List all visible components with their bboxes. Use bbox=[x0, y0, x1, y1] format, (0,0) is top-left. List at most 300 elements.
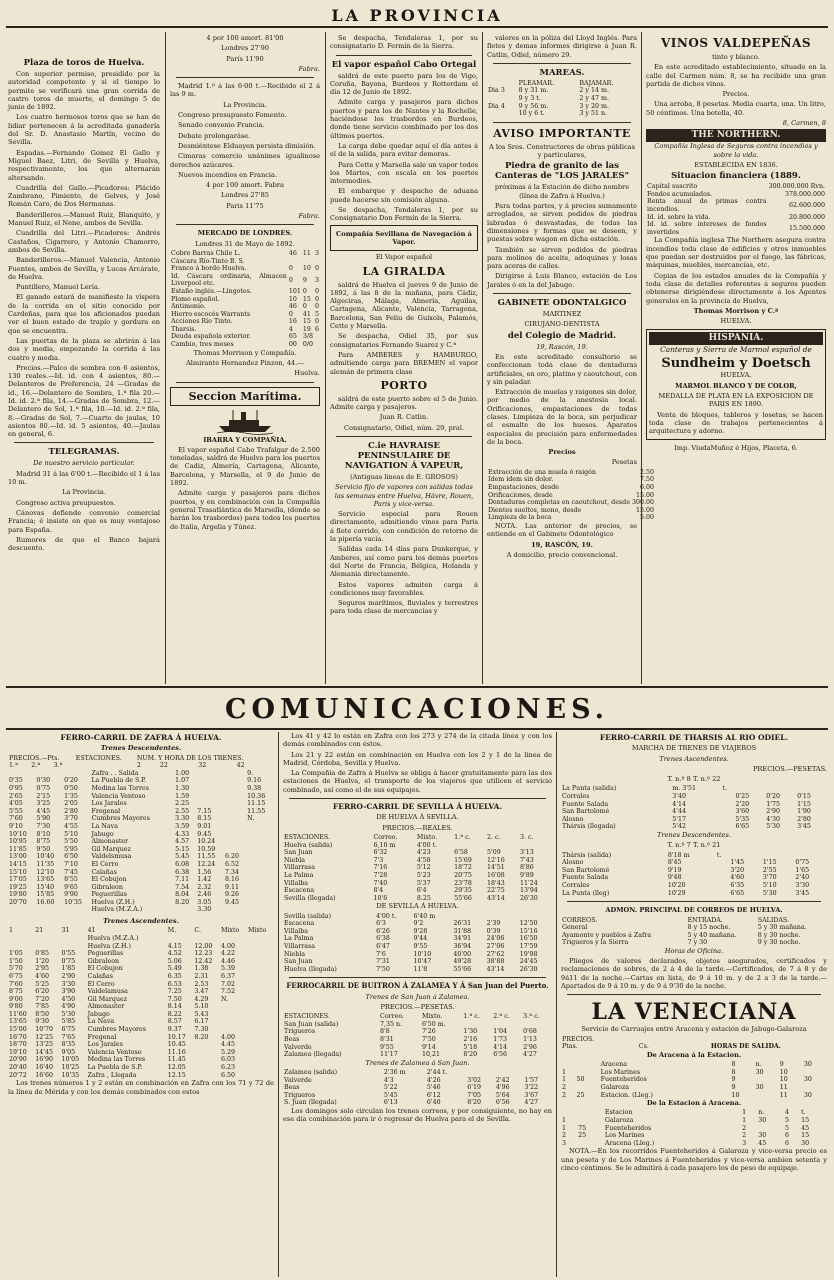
cell: 300.00 bbox=[631, 499, 654, 507]
cell: 14'15 bbox=[9, 860, 27, 868]
cell: 8'8 bbox=[380, 1028, 390, 1036]
cell: 16'90 bbox=[35, 1056, 53, 1064]
cell: 8'50 bbox=[35, 1010, 49, 1018]
sevilla-section bbox=[283, 732, 552, 1277]
cell: 4.46 bbox=[220, 957, 235, 965]
cell: 6'3 bbox=[376, 920, 386, 928]
cell: 10.36 bbox=[247, 792, 266, 800]
cell: 5'45 bbox=[383, 1091, 398, 1099]
cell: Beas bbox=[284, 1084, 300, 1092]
table-row bbox=[8, 808, 274, 816]
cell: 46 bbox=[288, 249, 297, 257]
cell: 4 bbox=[288, 325, 293, 333]
table-row bbox=[8, 861, 274, 869]
sevilla-title: FERRO-CARRIL DE SEVILLA Á HUELVA. bbox=[332, 802, 503, 812]
giralda-title: LA GIRALDA bbox=[362, 264, 446, 278]
cell: 9'28 bbox=[413, 927, 428, 935]
cell: La Nava bbox=[87, 1018, 115, 1026]
cell: 2'42 bbox=[495, 1076, 510, 1084]
cell: 15.00 bbox=[635, 491, 654, 499]
cell: 40'00 bbox=[453, 950, 472, 958]
paragraph: tinto y blanco. bbox=[712, 53, 760, 61]
cell: 8 bbox=[731, 1068, 736, 1076]
table-row bbox=[8, 981, 274, 989]
cell: 101 bbox=[288, 287, 301, 295]
cell: 4'96 bbox=[495, 1084, 510, 1092]
cell bbox=[224, 831, 246, 839]
cell: 1.56 bbox=[197, 868, 212, 876]
paragraph: Estos vapores admiten carga á condiciones muy favorables. bbox=[330, 580, 478, 597]
cell bbox=[247, 965, 274, 973]
cell: 2'65 bbox=[9, 792, 23, 800]
cell: 6'26 bbox=[376, 927, 390, 935]
paragraph: En este acreditado consultorio se confeccionan toda clase de dentaduras artificiales, en oro, platino y caoutchout, con y sin paladar. bbox=[487, 352, 637, 386]
cell: 20.800.000 bbox=[788, 213, 825, 221]
cell: 9'14 bbox=[421, 1043, 436, 1051]
cell: 8'4 bbox=[373, 887, 384, 895]
cell bbox=[224, 800, 246, 808]
cell: Calañas bbox=[91, 868, 117, 876]
cell bbox=[729, 852, 762, 860]
table-row bbox=[8, 965, 274, 973]
cell: Los Jarales bbox=[87, 1041, 123, 1049]
paragraph: Admite carga y pasajeros para dichos puertos, y en combinación con la Compañía general Trasatlántica de Marsella, (donde se harán los trasbordos) para todos los puertos de Italia, Argelia y Túnez. bbox=[170, 489, 320, 531]
table-row bbox=[170, 341, 320, 349]
table-row bbox=[561, 1132, 827, 1140]
cell: 8.20 bbox=[175, 898, 190, 906]
cell: 2.ª c. bbox=[493, 1013, 510, 1021]
cell: 6'12 bbox=[426, 1091, 441, 1099]
cell: Sevilla (salida) bbox=[284, 912, 332, 920]
cell: Fuenteheridos bbox=[604, 1124, 652, 1132]
cell: 6'50 m. bbox=[421, 1020, 446, 1028]
tharsis-section bbox=[561, 732, 827, 1277]
cell: 2.50 bbox=[639, 468, 654, 476]
cell: 6.50 bbox=[220, 1071, 235, 1079]
paragraph: Los 41 y 42 lo están en Zafra con los 273 y 274 de la citada línea y con los demás combinados con éstos. bbox=[283, 732, 552, 749]
cell: 7'6 bbox=[376, 950, 386, 958]
cell: 2'39 bbox=[486, 920, 501, 928]
paragraph: La Provincia. bbox=[62, 488, 106, 497]
paragraph: De la Estacion á Aracena. bbox=[646, 1099, 742, 1108]
cell: 9'44 bbox=[413, 935, 428, 943]
cell bbox=[193, 1072, 220, 1080]
cell: 30 bbox=[803, 1061, 812, 1069]
zafra-desc-title: Trenes Descendentes. bbox=[100, 744, 182, 753]
cell: 2. c. bbox=[487, 833, 501, 841]
cell: 5'55 bbox=[9, 807, 23, 815]
signature: HUELVA. bbox=[720, 317, 752, 326]
cell: 7'60 bbox=[9, 815, 23, 823]
cell: 9 bbox=[302, 276, 307, 284]
cell: 15'40 bbox=[36, 883, 55, 891]
quote-line: 4 por 100 amort. Fabra bbox=[206, 181, 284, 190]
cell: 15.500.000 bbox=[788, 225, 825, 233]
table-row bbox=[561, 1117, 827, 1125]
sevilla-table-2 bbox=[283, 913, 552, 974]
table-row bbox=[561, 932, 827, 940]
table-row bbox=[561, 823, 827, 831]
table-row bbox=[487, 514, 655, 522]
northern-title: THE NORTHERN. bbox=[646, 129, 826, 142]
cell: 15'85 bbox=[36, 891, 55, 899]
cell: Trigueros y la Sierra bbox=[562, 939, 629, 947]
cell: Cs. bbox=[638, 1043, 649, 1051]
cell bbox=[8, 906, 35, 914]
table-row bbox=[283, 920, 552, 928]
cell bbox=[246, 846, 274, 854]
cell: 0'75 bbox=[36, 784, 51, 792]
cell: 1'35 bbox=[64, 792, 78, 800]
cell: 9'80 bbox=[9, 1003, 23, 1011]
cell: La Puebla de S.P. bbox=[91, 777, 147, 785]
cell: 8 y 15 noche. bbox=[687, 924, 731, 932]
aviso-title: AVISO IMPORTANTE bbox=[493, 126, 631, 140]
table-row bbox=[8, 831, 274, 839]
cell: 19 bbox=[302, 325, 311, 333]
quote-line: Paris 11'75 bbox=[226, 201, 264, 210]
cell: n. bbox=[755, 1061, 762, 1069]
cell: 32 bbox=[198, 762, 207, 770]
table-row bbox=[487, 492, 655, 500]
cell: SALIDAS. bbox=[757, 916, 789, 924]
cell bbox=[247, 950, 274, 958]
paragraph: MEDALLA DE PLATA EN LA EXPOSICION DE PARIS EN 1890. bbox=[658, 391, 814, 409]
table-row bbox=[8, 853, 274, 861]
quote-line: 4 por 100 amort. 81'00 bbox=[206, 34, 284, 42]
paragraph: El Vapor español bbox=[375, 253, 433, 262]
cell: 5.10 bbox=[194, 1003, 209, 1011]
cell: Almonaster bbox=[91, 838, 129, 846]
cell: 8.15 bbox=[197, 815, 212, 823]
paragraph: Compañía Inglesa de Seguros contra incendios y sobre la vida. bbox=[654, 142, 818, 159]
cell: 38'88 bbox=[486, 958, 505, 966]
sevilla-table-1 bbox=[283, 834, 552, 902]
cell bbox=[247, 973, 274, 981]
cell: 11 bbox=[779, 1091, 788, 1099]
zafra-section bbox=[8, 732, 274, 1277]
cell bbox=[523, 1069, 552, 1077]
cell: BAJAMAR. bbox=[579, 79, 614, 87]
situacion-table bbox=[646, 183, 826, 236]
cell: San Bartolomé bbox=[562, 808, 610, 816]
table-row bbox=[283, 880, 552, 888]
cell: 00 bbox=[288, 341, 297, 349]
cell: 12.00 bbox=[194, 942, 213, 950]
table-row bbox=[561, 924, 827, 932]
porto-title: PORTO bbox=[380, 378, 428, 392]
paragraph: Horas de Oficina. bbox=[664, 946, 724, 955]
cell: 2.ª bbox=[31, 762, 41, 770]
paragraph: Los trenes números 1 y 2 están en combinación en Zafra con los 71 y 72 de la línea de Mérida y con los demás combinados con estos bbox=[8, 1079, 274, 1096]
cell bbox=[519, 842, 552, 850]
table-row bbox=[487, 80, 637, 88]
cell: 18'43 bbox=[487, 879, 505, 887]
paragraph: Para todas partes, y á precios sumamente arreglados, se sirven pedidos de piedras labradas ó desvastadas, de todas las dimensiones y formas que se deseen, y puestas sobre wagon en dicha estación. bbox=[487, 202, 637, 244]
paragraph: Pesetas bbox=[611, 458, 637, 467]
cell: 45 bbox=[801, 1124, 810, 1132]
table-row bbox=[8, 1056, 274, 1064]
cell: Deuda española exterior. bbox=[171, 333, 251, 341]
cell: 6 bbox=[314, 325, 319, 333]
paragraph: Para Cette y Marsella sale un vapor todos los Martes, con escala en los puertos intermedios. bbox=[330, 160, 478, 186]
cell: 17'59 bbox=[519, 942, 538, 950]
paragraph: Seguros marítimos, fluviales y terrestres para toda clase de mercancías y bbox=[330, 599, 478, 616]
cell bbox=[803, 1084, 827, 1092]
cell: 13'65 bbox=[9, 1018, 27, 1026]
paragraph: Una arroba, 8 pesetas. Media cuarta, una. Un litro, 50 céntimos. Una botella, 40. bbox=[646, 100, 826, 117]
cell bbox=[247, 935, 274, 943]
cell: 1'13 bbox=[523, 1036, 537, 1044]
table-row bbox=[283, 1051, 552, 1059]
cell: 4'27 bbox=[524, 1099, 539, 1107]
cell bbox=[561, 1061, 575, 1069]
cell: Zafra , Llegada bbox=[87, 1071, 137, 1079]
cell: 6'4 bbox=[416, 887, 427, 895]
cell: 24'45 bbox=[519, 958, 538, 966]
cell: 55'66 bbox=[454, 894, 472, 902]
cell bbox=[486, 842, 519, 850]
cell: Corrales bbox=[562, 882, 590, 890]
cell: 24'06 bbox=[486, 935, 505, 943]
signature: 8, Carmen, 8 bbox=[782, 119, 826, 128]
cell bbox=[452, 913, 485, 921]
cell: La Punta (salida) bbox=[562, 785, 617, 793]
column-5 bbox=[646, 34, 826, 686]
cell: Id. Cáscara ordinaria, Almacen Liverpool etc. bbox=[171, 272, 287, 288]
table-row bbox=[283, 1077, 552, 1085]
cell: 9'05 bbox=[61, 1048, 76, 1056]
cell: 16 bbox=[288, 318, 297, 326]
cell: 10'10 bbox=[413, 950, 432, 958]
cell bbox=[224, 906, 246, 914]
tharsis-table-2 bbox=[561, 852, 827, 898]
cell: Acciones Río Tinto. bbox=[171, 318, 233, 326]
cell: 4'50 bbox=[61, 995, 76, 1003]
cell: 12'10 bbox=[36, 868, 55, 876]
table-row bbox=[283, 951, 552, 959]
cell: 7.11 bbox=[175, 876, 190, 884]
table-row bbox=[487, 507, 655, 515]
paragraph: Desmiéntese Elduayen persista dimisión. bbox=[178, 141, 316, 150]
table-row bbox=[8, 755, 274, 763]
table-row bbox=[561, 1140, 827, 1148]
table-row bbox=[8, 876, 274, 884]
cell: HORAS DE SALIDA. bbox=[710, 1043, 781, 1051]
cell: 3.ª c. bbox=[523, 1013, 540, 1021]
cell: 15 bbox=[302, 295, 311, 303]
table-row bbox=[8, 899, 274, 907]
cell bbox=[247, 943, 274, 951]
cell bbox=[8, 935, 34, 943]
cell: 3.05 bbox=[197, 898, 212, 906]
table-row bbox=[8, 891, 274, 899]
cell: La Punta (lleg) bbox=[562, 889, 610, 897]
table-row bbox=[283, 1021, 552, 1029]
table-row bbox=[561, 816, 827, 824]
cell: Id. id. sobre la vida. bbox=[647, 213, 711, 221]
paragraph: ESTABLECIDA EN 1836. bbox=[694, 160, 778, 169]
cell: 19'10 bbox=[9, 1048, 27, 1056]
paragraph: La Compañía de Zafra á Huelva se obliga á hacer gratuitamente para las dos estaciones de Huelva, el transporte de los viajeros que utilicen el servicio combinado, así como el de sus equipajes. bbox=[283, 769, 552, 794]
cell: Dia 4 bbox=[488, 102, 505, 110]
cell: Huelva (salida) bbox=[284, 841, 333, 849]
cell: 25 bbox=[576, 1091, 585, 1099]
cell: ESTACIONES. bbox=[75, 754, 122, 762]
cell: 16'60 bbox=[35, 1071, 53, 1079]
cell: N. bbox=[220, 995, 229, 1003]
cell bbox=[722, 793, 735, 801]
cell: 10'47 bbox=[413, 958, 432, 966]
table-row bbox=[8, 935, 274, 943]
cell: 1 bbox=[562, 1076, 567, 1084]
cell: Ayamonte y pueblos á Zafra bbox=[562, 931, 652, 939]
cell: 9.37 bbox=[167, 1026, 182, 1034]
cell: 11'17 bbox=[380, 1051, 398, 1059]
cell bbox=[577, 1140, 604, 1148]
paragraph: Madrid 1.º á las 6·00 t.—Recibido el 2 á las 9 m. bbox=[170, 82, 320, 99]
cell bbox=[193, 1041, 220, 1049]
cell: Ptas. bbox=[562, 1043, 578, 1051]
cell: 5'70 bbox=[9, 965, 23, 973]
cell: 26'31 bbox=[453, 920, 472, 928]
cell: 2'05 bbox=[64, 800, 78, 808]
cell: 4.57 bbox=[175, 838, 190, 846]
cell: Tharsis. bbox=[171, 325, 197, 333]
cell: 0'75 bbox=[61, 957, 76, 965]
cell: 7'85 bbox=[35, 1003, 49, 1011]
cell: 15 bbox=[801, 1132, 810, 1140]
cell: 7'3 bbox=[373, 856, 384, 864]
cell: 5'25 bbox=[35, 980, 49, 988]
cell bbox=[220, 1018, 247, 1026]
cell: 7.54 bbox=[175, 883, 190, 891]
paragraph: La Compañía inglesa The Northern asegura contra incendios toda clase de edificios y otros inmuebles que puedan ser destruidos por el fuego, las fábricas, máquinas, muebles, mercancías, etc. bbox=[646, 236, 826, 270]
table-row bbox=[170, 296, 320, 304]
cell: 15 bbox=[801, 1117, 810, 1124]
separator bbox=[567, 994, 821, 995]
buitron-table-2 bbox=[283, 1069, 552, 1107]
paragraph: Servicio fijo de vapores con salidas todas las semanas entre Huelva, Hâvre, Rouen, Paris y vice-versa. bbox=[334, 483, 474, 508]
cell: 11'8 bbox=[413, 965, 428, 973]
cell: 2.32 bbox=[197, 883, 212, 891]
paragraph: Servicio de Carruajes entre Aracena y estación de Jabugo-Galaroza bbox=[581, 1025, 807, 1034]
table-row bbox=[8, 1041, 274, 1049]
cell: 3'20 bbox=[730, 866, 745, 874]
cell: 19'98 bbox=[519, 950, 538, 958]
table-row bbox=[487, 103, 637, 111]
cell: 19'80 bbox=[9, 891, 27, 899]
table-row bbox=[8, 785, 274, 793]
paragraph: Dirigirse á Luis Blanco, estación de Los Jarales ó en la del Jabugo. bbox=[487, 272, 637, 289]
veneciana-table-2 bbox=[561, 1109, 827, 1147]
cell: 1'15 bbox=[797, 800, 811, 808]
table-row bbox=[8, 906, 274, 914]
paragraph: La carga debe quedar aquí el día antes á el de la salida, para evitar demoras. bbox=[330, 141, 478, 159]
cell: 9'30 bbox=[35, 1018, 49, 1026]
cell bbox=[492, 1021, 522, 1029]
cell: 7'28 bbox=[373, 871, 388, 879]
cell: 7.15 bbox=[197, 807, 212, 815]
cell: 8 y 31 m. bbox=[518, 87, 549, 95]
table-row bbox=[8, 815, 274, 823]
cell: PRECIOS. bbox=[562, 1035, 595, 1043]
cell: 7'26 bbox=[421, 1028, 436, 1036]
cell bbox=[246, 906, 274, 914]
imprint: Imp. ViudaMuñoz é Hijos, Placeta, 6. bbox=[674, 444, 798, 453]
cell: 7'43 bbox=[519, 856, 534, 864]
cell: 1'50 bbox=[9, 957, 23, 965]
cell: 0'30 bbox=[36, 777, 51, 785]
cell: 6'50 bbox=[64, 853, 78, 861]
admon-title: ADMON. PRINCIPAL DE CORREOS DE HUELVA. bbox=[605, 906, 783, 915]
table-row bbox=[8, 927, 274, 935]
cell: 6'65 bbox=[730, 889, 745, 897]
cell bbox=[796, 785, 827, 793]
cell: m. 3'51 bbox=[672, 785, 696, 793]
cell: 5'50 bbox=[64, 838, 78, 846]
cell: 2'55 bbox=[762, 866, 777, 874]
plaza-title: Plaza de toros de Huelva. bbox=[23, 58, 145, 68]
quote-line: Londres 27'90 bbox=[221, 44, 269, 53]
cell: 12.23 bbox=[194, 950, 213, 958]
cell: 10'35 bbox=[64, 898, 82, 906]
cell: 5.06 bbox=[167, 957, 182, 965]
cell bbox=[224, 815, 246, 823]
cell bbox=[577, 1109, 604, 1117]
cell: 1'05 bbox=[9, 950, 23, 958]
cell: 5'85 bbox=[61, 1018, 76, 1026]
cell: 5'30 bbox=[61, 1010, 76, 1018]
separator bbox=[176, 224, 314, 225]
cell: Id. id. sobre intereses de fondos invertidos bbox=[647, 221, 767, 236]
telegramas-subtitle: De nuestro servicio particular. bbox=[33, 459, 135, 468]
cell: 16'08 bbox=[487, 871, 505, 879]
table-row bbox=[487, 95, 637, 103]
cell bbox=[575, 1084, 599, 1092]
paragraph: Cuadrilla del Litri.—Picadores: Andrés Castaños, Cigarrero, y Antonio Chamorro, ambos de Sevilla. bbox=[8, 229, 160, 254]
cell: Valverde bbox=[284, 1043, 312, 1051]
cell: 4'14 bbox=[493, 1043, 507, 1051]
cell: 3'30 bbox=[795, 882, 810, 890]
cell bbox=[224, 846, 246, 854]
column-rule bbox=[278, 732, 279, 1277]
cell: Gibraleon bbox=[87, 957, 120, 965]
cell: 16.60 bbox=[36, 898, 55, 906]
gabinete-madrid: del Colegio de Madrid. bbox=[507, 330, 617, 341]
cell: Fuente Salada bbox=[562, 800, 609, 808]
table-row bbox=[561, 1036, 827, 1044]
steamship-icon bbox=[215, 408, 275, 434]
cell: 6.08 bbox=[175, 860, 190, 868]
vinos-title: VINOS VALDEPEÑAS bbox=[661, 36, 811, 50]
cell: 4.00 bbox=[220, 1033, 235, 1041]
cell: 5.39 bbox=[220, 965, 235, 973]
table-row bbox=[561, 874, 827, 882]
cell: 6'40 bbox=[426, 1099, 441, 1107]
table-row bbox=[646, 221, 826, 236]
cell: Alosno bbox=[562, 859, 584, 867]
cell: 0 bbox=[314, 318, 319, 326]
cell: San Bartolomé bbox=[562, 866, 610, 874]
cell: 9'19 bbox=[667, 866, 682, 874]
cell: 27'06 bbox=[486, 942, 505, 950]
paragraph: Las puertas de la plaza se abrirán á las dos y media, empezando la corrida á las cuatro y media. bbox=[8, 336, 160, 362]
cell: Orificaciones, desde bbox=[488, 491, 553, 499]
table-row bbox=[170, 288, 320, 296]
cell: 9.11 bbox=[224, 883, 240, 891]
cell: 2.25 bbox=[175, 800, 190, 808]
